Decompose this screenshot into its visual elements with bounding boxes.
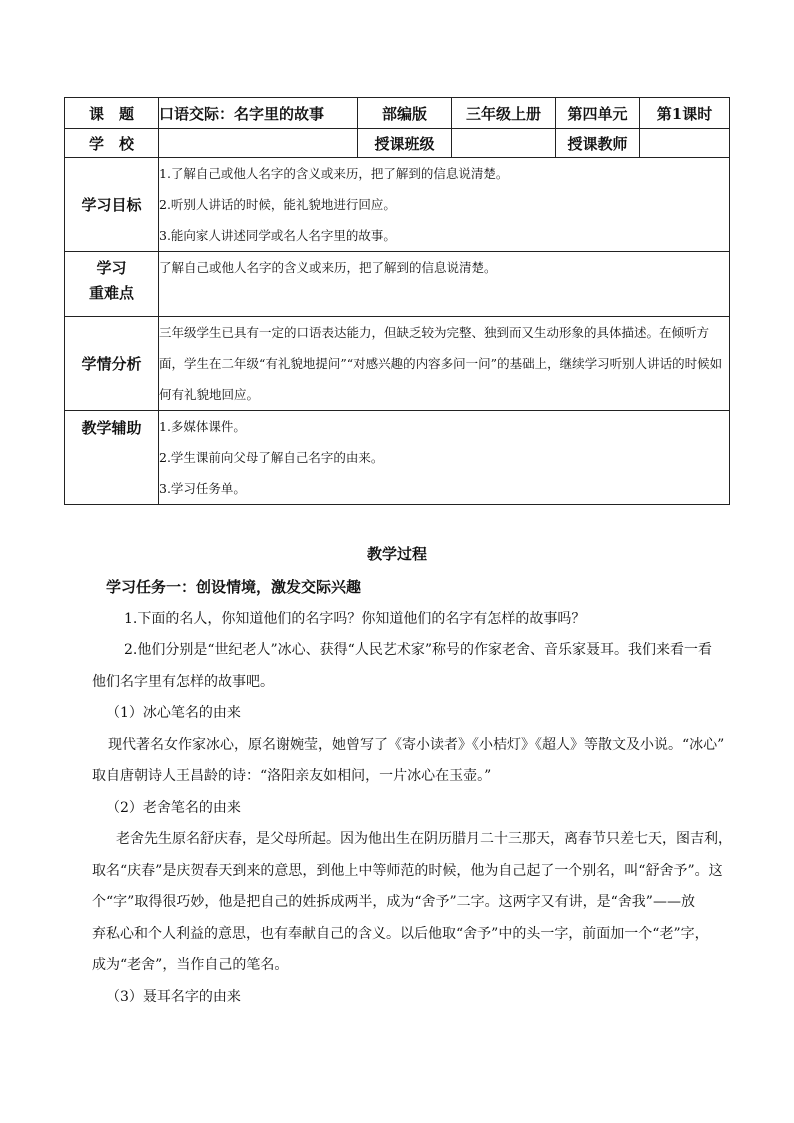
aid-item: 3.学习任务单。	[159, 481, 246, 496]
aids-label: 教学辅助	[65, 411, 159, 505]
school-value	[159, 129, 358, 158]
process-body	[76, 572, 736, 1013]
course-label: 课 题	[65, 98, 159, 129]
subheading: （2）老舍笔名的由来	[106, 799, 241, 816]
teacher-label: 授课教师	[556, 129, 640, 158]
table-row-school	[65, 129, 730, 158]
class-value	[452, 129, 556, 158]
aid-item: 2.学生课前向父母了解自己名字的由来。	[159, 450, 384, 465]
key-text: 了解自己或他人名字的含义或来历，把了解到的信息说清楚。	[159, 252, 730, 317]
key-label	[65, 252, 159, 317]
table-row-key-points	[65, 252, 730, 317]
lesson-info-table	[64, 97, 730, 505]
table-row-header	[65, 98, 730, 129]
paragraph: 他们名字里有怎样的故事吧。	[92, 673, 274, 690]
analysis-text: 三年级学生已具有一定的口语表达能力，但缺乏较为完整、独到而又生动形象的具体描述。在倾听方面，学生在二年级“有礼貌地提问”“对感兴趣的内容多问一问”的基础上，继续学习听别人讲话的时候如何有礼貌地回应。	[159, 317, 730, 411]
key-label-line1: 学习	[96, 259, 127, 277]
aids-content	[159, 411, 730, 505]
goals-content	[159, 158, 730, 252]
period: 第1课时	[640, 98, 730, 129]
teacher-value	[640, 129, 730, 158]
analysis-label: 学情分析	[65, 317, 159, 411]
table-row-aids	[65, 411, 730, 505]
grade: 三年级上册	[452, 98, 556, 129]
key-label-line2: 重难点	[88, 284, 134, 302]
goals-label: 学习目标	[65, 158, 159, 252]
school-label: 学 校	[65, 129, 159, 158]
unit: 第四单元	[556, 98, 640, 129]
paragraph: 成为“老舍”，当作自己的笔名。	[92, 957, 289, 973]
paragraph: 现代著名女作家冰心，原名谢婉莹，她曾写了《寄小读者》《小桔灯》《超人》等散文及小说。“冰心”	[108, 736, 725, 753]
paragraph: 取名“庆春”是庆贺春天到来的意思，到他上中等师范的时候，他为自己起了一个别名，叫“舒舍予”。这	[92, 862, 723, 879]
paragraph: 2.他们分别是“世纪老人”冰心、获得“人民艺术家”称号的作家老舍、音乐家聂耳。我们来看一看	[124, 642, 712, 658]
table-row-analysis	[65, 317, 730, 411]
goal-item: 2.听别人讲话的时候，能礼貌地进行回应。	[159, 197, 396, 212]
paragraph: 个“字”取得很巧妙，他是把自己的姓拆成两半，成为“舍予”二字。这两字又有讲，是“舍我”——放	[92, 894, 695, 910]
lesson-title: 口语交际：名字里的故事	[159, 98, 358, 129]
paragraph: 取自唐朝诗人王昌龄的诗：“洛阳亲友如相问，一片冰心在玉壶。”	[92, 768, 492, 784]
class-label: 授课班级	[358, 129, 452, 158]
subheading: （1）冰心笔名的由来	[106, 705, 241, 721]
aid-item: 1.多媒体课件。	[159, 419, 246, 434]
paragraph: 1.下面的名人，你知道他们的名字吗？你知道他们的名字有怎样的故事吗？	[124, 610, 586, 627]
paragraph: 老舍先生原名舒庆春，是父母所起。因为他出生在阴历腊月二十三那天，离春节只差七天，图吉利，	[116, 831, 732, 847]
subheading: （3）聂耳名字的由来	[106, 988, 241, 1005]
table-row-goals	[65, 158, 730, 252]
goal-item: 1.了解自己或他人名字的含义或来历，把了解到的信息说清楚。	[159, 166, 509, 181]
section-title: 教学过程	[366, 545, 427, 563]
paragraph: 弃私心和个人利益的意思，也有奉献自己的含义。以后他取“舍予”中的头一字，前面加一个“老”字，	[92, 925, 709, 942]
task-heading: 学习任务一：创设情境，激发交际兴趣	[106, 578, 362, 596]
goal-item: 3.能向家人讲述同学或名人名字里的故事。	[159, 228, 396, 243]
edition: 部编版	[358, 98, 452, 129]
